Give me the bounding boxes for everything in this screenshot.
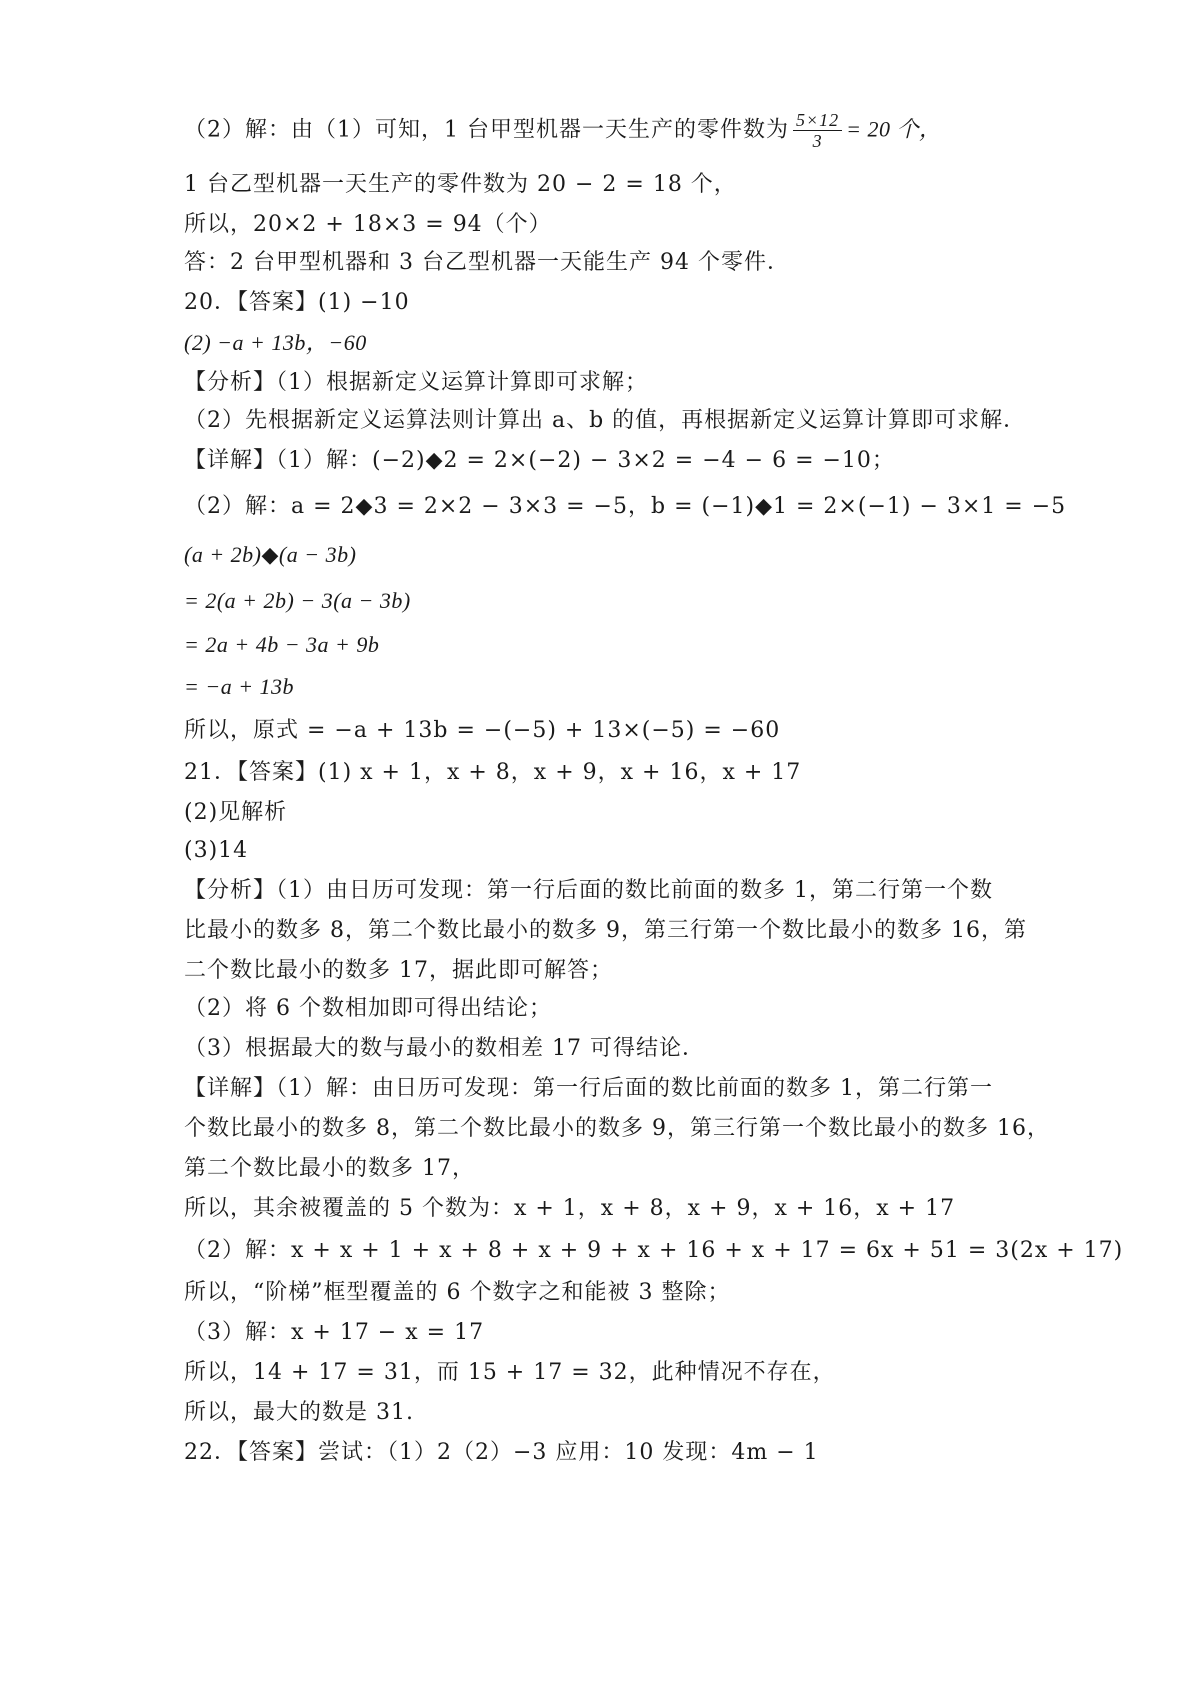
line-19-2-text: （2）解：由（1）可知，1 台甲型机器一天生产的零件数为 (184, 117, 789, 143)
line-19-2-calc: 所以，20×2 + 18×3 = 94（个） (184, 212, 552, 237)
line-19-2-b: 1 台乙型机器一天生产的零件数为 20 − 2 = 18 个， (184, 172, 737, 197)
q21-analysis-1: 【分析】（1）由日历可发现：第一行后面的数比前面的数多 1，第二行第一个数 (184, 878, 993, 903)
q20-analysis-1: 【分析】（1）根据新定义运算计算即可求解； (184, 370, 648, 395)
q20-expr-4: = −a + 13b (184, 674, 295, 699)
q21-detail-6: 所以，“阶梯”框型覆盖的 6 个数字之和能被 3 整除； (184, 1280, 731, 1305)
q20-analysis-2: （2）先根据新定义运算法则计算出 a、b 的值，再根据新定义运算计算即可求解． (184, 408, 1027, 433)
q21-analysis-4: （2）将 6 个数相加即可得出结论； (184, 996, 552, 1021)
q20-answer-heading: 20．【答案】(1) −10 (184, 290, 410, 315)
q21-detail-8: 所以，14 + 17 = 31，而 15 + 17 = 32，此种情况不存在， (184, 1360, 836, 1385)
q21-detail-3: 第二个数比最小的数多 17， (184, 1156, 475, 1181)
q21-detail-7: （3）解：x + 17 − x = 17 (184, 1320, 485, 1345)
q21-analysis-2: 比最小的数多 8，第二个数比最小的数多 9，第三行第一个数比最小的数多 16，第 (184, 918, 1027, 943)
q21-analysis-5: （3）根据最大的数与最小的数相差 17 可得结论． (184, 1036, 705, 1061)
q20-conclusion: 所以，原式 = −a + 13b = −(−5) + 13×(−5) = −60 (184, 718, 781, 743)
q20-detail-1: 【详解】（1）解：(−2)◆2 = 2×(−2) − 3×2 = −4 − 6 = −10； (184, 448, 895, 473)
q20-detail-2: （2）解：a = 2◆3 = 2×2 − 3×3 = −5，b = (−1)◆1 = 2×(−1) − 3×1 = −5 (184, 494, 1067, 519)
q20-expr-1: (a + 2b)◆(a − 3b) (184, 542, 357, 567)
line-19-2-result: = 20 个， (846, 116, 942, 142)
q20-answer-part2: (2) −a + 13b，−60 (184, 330, 367, 355)
line-19-2-intro (184, 110, 942, 151)
q21-analysis-3: 二个数比最小的数多 17，据此即可解答； (184, 958, 613, 983)
q21-answer-heading: 21．【答案】(1) x + 1，x + 8，x + 9，x + 16，x + 17 (184, 760, 802, 785)
q21-detail-2: 个数比最小的数多 8，第二个数比最小的数多 9，第三行第一个数比最小的数多 16， (184, 1116, 1050, 1141)
q22-answer-heading: 22．【答案】尝试：（1）2（2）−3 应用：10 发现：4m − 1 (184, 1440, 819, 1465)
fraction-denominator: 3 (812, 131, 823, 151)
q20-expr-2: = 2(a + 2b) − 3(a − 3b) (184, 588, 411, 613)
q21-detail-9: 所以，最大的数是 31. (184, 1400, 414, 1425)
q21-detail-4: 所以，其余被覆盖的 5 个数为：x + 1，x + 8，x + 9，x + 16，x + 17 (184, 1196, 956, 1221)
q21-answer-part2: (2)见解析 (184, 800, 288, 825)
fraction (793, 110, 842, 151)
fraction-numerator: 5×12 (793, 110, 842, 131)
q21-detail-5: （2）解：x + x + 1 + x + 8 + x + 9 + x + 16 + x + 17 = 6x + 51 = 3(2x + 17) (184, 1238, 1124, 1263)
line-19-2-answer: 答：2 台甲型机器和 3 台乙型机器一天能生产 94 个零件． (184, 250, 790, 275)
q20-expr-3: = 2a + 4b − 3a + 9b (184, 632, 380, 657)
q21-detail-1: 【详解】（1）解：由日历可发现：第一行后面的数比前面的数多 1，第二行第一 (184, 1076, 993, 1101)
q21-answer-part3: (3)14 (184, 838, 249, 863)
